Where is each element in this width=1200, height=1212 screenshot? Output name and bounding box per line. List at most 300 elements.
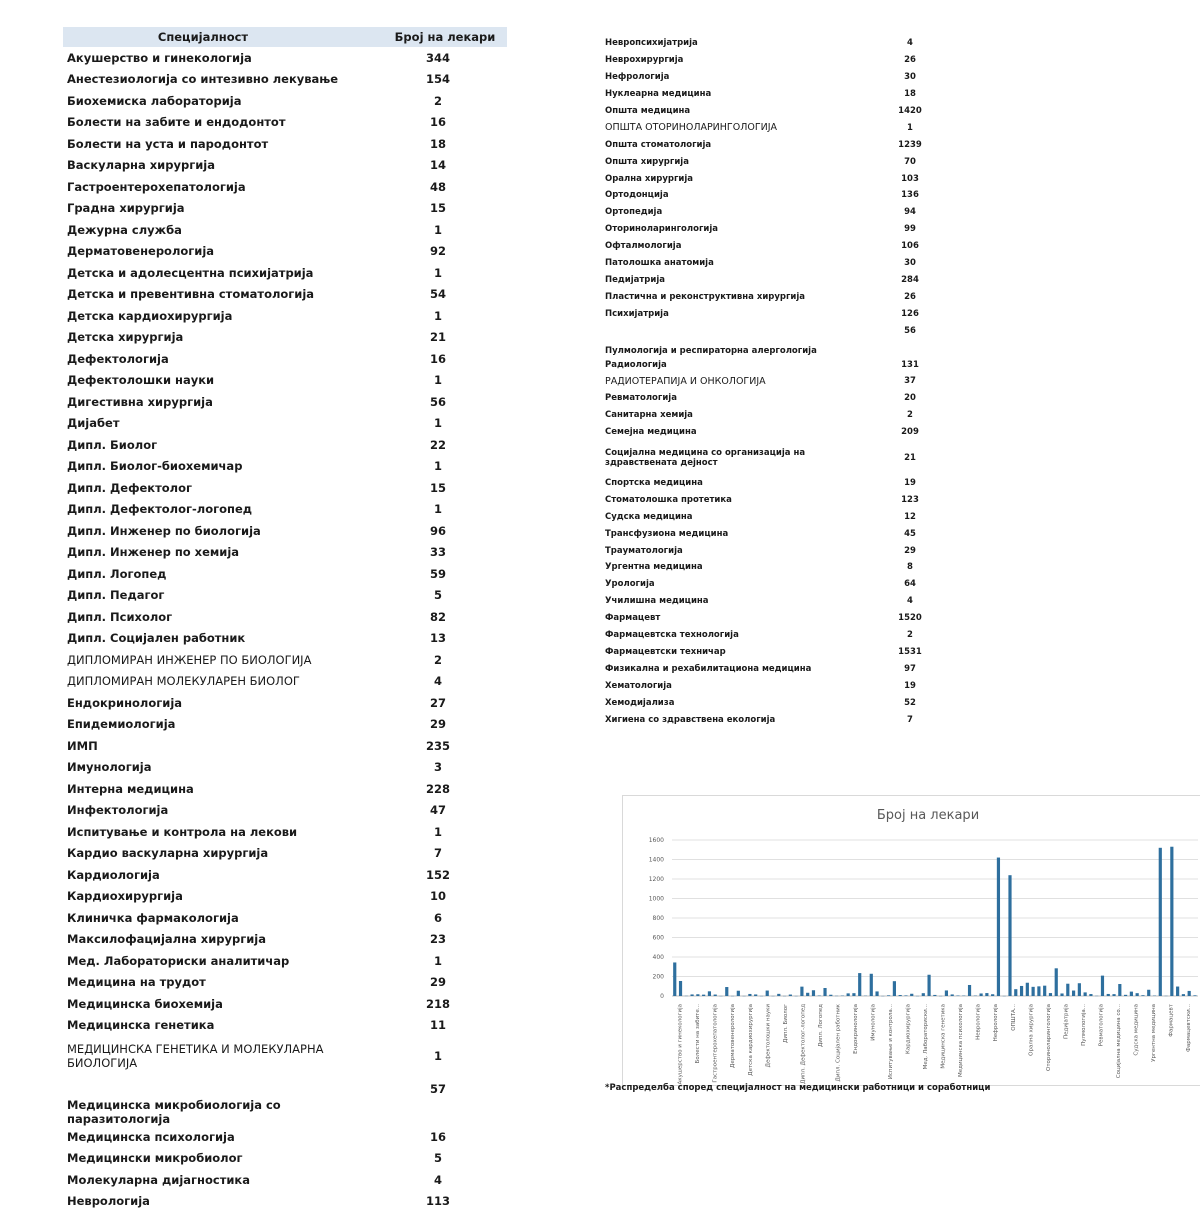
specialty-name: Спортска медицина bbox=[605, 475, 830, 492]
table-row bbox=[605, 508, 950, 525]
doctor-count: 33 bbox=[383, 542, 507, 564]
specialty-name: Ревматологија bbox=[605, 390, 830, 407]
table-row bbox=[63, 1015, 507, 1037]
specialty-name: Гастроентерохепатологија bbox=[63, 176, 383, 198]
doctor-count: 13 bbox=[383, 628, 507, 650]
table-row bbox=[63, 1036, 507, 1076]
table-row bbox=[63, 950, 507, 972]
bar bbox=[1014, 989, 1017, 996]
y-tick-label: 0 bbox=[660, 993, 664, 1000]
y-tick-label: 1200 bbox=[649, 876, 664, 883]
table-row bbox=[605, 305, 950, 322]
specialty-name: Нефрологија bbox=[605, 69, 830, 86]
table-row bbox=[63, 585, 507, 607]
bar bbox=[1176, 987, 1179, 996]
table-row bbox=[63, 47, 507, 69]
bar bbox=[899, 995, 902, 996]
table-row bbox=[605, 677, 950, 694]
x-tick-label: Дерматовенерологија bbox=[730, 1004, 736, 1068]
table-row bbox=[605, 238, 950, 255]
x-tick-label: Медицинска психологија bbox=[958, 1004, 964, 1077]
doctor-count: 70 bbox=[830, 153, 950, 170]
table-row bbox=[605, 694, 950, 711]
specialty-name: Дефектолошки науки bbox=[63, 370, 383, 392]
x-tick-label: Фармацевтски... bbox=[1186, 1004, 1192, 1052]
doctor-count: 123 bbox=[830, 491, 950, 508]
table-row bbox=[605, 644, 950, 661]
bar bbox=[823, 988, 826, 996]
x-tick-label: Орална хирургија bbox=[1028, 1004, 1034, 1056]
specialty-table-left bbox=[63, 27, 507, 1212]
doctor-count: 97 bbox=[830, 660, 950, 677]
table-row bbox=[63, 563, 507, 585]
doctor-count: 1 bbox=[383, 456, 507, 478]
x-tick-label: Имунологија bbox=[871, 1004, 877, 1041]
specialty-name: Фармацевт bbox=[605, 610, 830, 627]
x-tick-label: Акушерство и гинекологија bbox=[678, 1004, 684, 1085]
doctor-count: 1 bbox=[383, 1036, 507, 1076]
specialty-name: Неврохирургија bbox=[605, 52, 830, 69]
table-row bbox=[63, 1169, 507, 1191]
specialty-name: Урологија bbox=[605, 576, 830, 593]
specialty-name: Хигиена со здравствена екологија bbox=[605, 711, 830, 728]
specialty-name: Пулмологија и респираторна алергологија bbox=[605, 322, 830, 356]
table-row bbox=[63, 133, 507, 155]
table-row bbox=[63, 241, 507, 263]
doctor-count: 56 bbox=[383, 391, 507, 413]
doctor-count: 16 bbox=[383, 348, 507, 370]
doctor-count: 21 bbox=[383, 327, 507, 349]
doctor-count: 57 bbox=[383, 1076, 507, 1126]
doctor-count: 15 bbox=[383, 477, 507, 499]
specialty-name: Дипл. Психолог bbox=[63, 606, 383, 628]
specialty-name: Ендокринологија bbox=[63, 692, 383, 714]
table-row bbox=[605, 356, 950, 373]
doctors-bar-chart bbox=[622, 795, 1200, 1087]
specialty-name: Општа стоматологија bbox=[605, 136, 830, 153]
table-row bbox=[605, 52, 950, 69]
specialty-name: ОПШТА ОТОРИНОЛАРИНГОЛОГИЈА bbox=[605, 119, 830, 136]
doctor-count: 30 bbox=[830, 255, 950, 272]
bar bbox=[725, 987, 728, 996]
specialty-name: Биохемиска лабораторија bbox=[63, 90, 383, 112]
table-row bbox=[63, 972, 507, 994]
specialty-name: Детска и превентивна стоматологија bbox=[63, 284, 383, 306]
table-row bbox=[63, 800, 507, 822]
x-tick-label: Неврологија bbox=[976, 1004, 982, 1040]
specialty-name: Невропсихијатрија bbox=[605, 35, 830, 52]
table-row bbox=[63, 176, 507, 198]
doctor-count: 1 bbox=[383, 370, 507, 392]
doctor-count: 113 bbox=[383, 1191, 507, 1212]
bar bbox=[997, 858, 1000, 996]
table-row bbox=[605, 86, 950, 103]
doctor-count: 29 bbox=[830, 542, 950, 559]
doctor-count: 8 bbox=[830, 559, 950, 576]
specialty-name: Педијатрија bbox=[605, 271, 830, 288]
table-row bbox=[605, 153, 950, 170]
bar bbox=[945, 990, 948, 996]
doctor-count: 19 bbox=[830, 475, 950, 492]
bar bbox=[679, 981, 682, 996]
doctor-count: 2 bbox=[830, 627, 950, 644]
bar bbox=[737, 991, 740, 996]
specialty-name: Дефектологија bbox=[63, 348, 383, 370]
specialty-name: Семејна медицина bbox=[605, 424, 830, 441]
specialty-name: Детска и адолесцентна психијатрија bbox=[63, 262, 383, 284]
specialty-name: Дипл. Биолог-биохемичар bbox=[63, 456, 383, 478]
bar bbox=[951, 994, 954, 996]
bar bbox=[1170, 847, 1173, 996]
specialty-name: Трауматологија bbox=[605, 542, 830, 559]
specialty-name: Дипл. Социјален работник bbox=[63, 628, 383, 650]
doctor-count: 82 bbox=[383, 606, 507, 628]
doctor-count: 154 bbox=[383, 69, 507, 91]
x-tick-label: Кардиохирургија bbox=[906, 1004, 912, 1054]
bar bbox=[702, 995, 705, 996]
table-row bbox=[605, 610, 950, 627]
x-tick-label: Социјална медицина со... bbox=[1116, 1004, 1122, 1078]
doctor-count: 54 bbox=[383, 284, 507, 306]
bar bbox=[714, 995, 717, 996]
doctor-count: 152 bbox=[383, 864, 507, 886]
bar bbox=[1112, 994, 1115, 996]
bar bbox=[1037, 986, 1040, 996]
specialty-name: Судска медицина bbox=[605, 508, 830, 525]
table-row bbox=[63, 1191, 507, 1212]
y-tick-label: 600 bbox=[653, 935, 665, 942]
doctor-count: 6 bbox=[383, 907, 507, 929]
header-specialty: Специјалност bbox=[63, 27, 383, 47]
bar bbox=[1107, 994, 1110, 996]
specialty-name: Медицина на трудот bbox=[63, 972, 383, 994]
table-row bbox=[63, 69, 507, 91]
specialty-name: Стоматолошка протетика bbox=[605, 491, 830, 508]
x-tick-label: Дипл. Социјален работник bbox=[835, 1003, 841, 1081]
bar bbox=[1060, 993, 1063, 996]
x-tick-label: Дипл. Логопед bbox=[818, 1004, 824, 1047]
bar bbox=[1193, 995, 1196, 996]
footnote: *Распределба според специјалност на медицински работници и соработници bbox=[605, 1083, 990, 1093]
specialty-name: Фармацевтски техничар bbox=[605, 644, 830, 661]
bar bbox=[673, 962, 676, 996]
specialty-name: Васкуларна хирургија bbox=[63, 155, 383, 177]
specialty-name: Мед. Лабораториски аналитичар bbox=[63, 950, 383, 972]
table-row bbox=[63, 714, 507, 736]
bar bbox=[1020, 986, 1023, 996]
table-row bbox=[63, 886, 507, 908]
doctor-count: 1520 bbox=[830, 610, 950, 627]
bar bbox=[852, 993, 855, 996]
specialty-name: Медицински микробиолог bbox=[63, 1148, 383, 1170]
bar bbox=[690, 994, 693, 996]
doctor-count: 29 bbox=[383, 972, 507, 994]
doctor-count: 131 bbox=[830, 356, 950, 373]
table-row bbox=[63, 477, 507, 499]
doctor-count: 126 bbox=[830, 305, 950, 322]
specialty-name: Дипл. Инженер по биологија bbox=[63, 520, 383, 542]
bar bbox=[1032, 987, 1035, 996]
table-row bbox=[63, 907, 507, 929]
specialty-name: Градна хирургија bbox=[63, 198, 383, 220]
specialty-name: Дипл. Педагог bbox=[63, 585, 383, 607]
bar bbox=[904, 995, 907, 996]
specialty-name: Ургентна медицина bbox=[605, 559, 830, 576]
x-tick-label: Мед. Лабораториски... bbox=[923, 1004, 929, 1070]
doctor-count: 14 bbox=[383, 155, 507, 177]
doctor-count: 103 bbox=[830, 170, 950, 187]
bar bbox=[927, 975, 930, 996]
bar bbox=[968, 985, 971, 996]
specialty-name: Санитарна хемија bbox=[605, 407, 830, 424]
specialty-name: Дипл. Дефектолог bbox=[63, 477, 383, 499]
specialty-name: Имунологија bbox=[63, 757, 383, 779]
table-row bbox=[63, 327, 507, 349]
specialty-name: Испитување и контрола на лекови bbox=[63, 821, 383, 843]
table-row bbox=[605, 475, 950, 492]
doctor-count: 21 bbox=[830, 441, 950, 475]
specialty-name: Пластична и реконструктивна хирургија bbox=[605, 288, 830, 305]
doctor-count: 2 bbox=[830, 407, 950, 424]
bar bbox=[985, 993, 988, 996]
doctor-count: 26 bbox=[830, 288, 950, 305]
specialty-name: Нуклеарна медицина bbox=[605, 86, 830, 103]
specialty-name: ИМП bbox=[63, 735, 383, 757]
table-row bbox=[605, 660, 950, 677]
doctor-count: 59 bbox=[383, 563, 507, 585]
bar bbox=[910, 994, 913, 996]
specialty-name: Патолошка анатомија bbox=[605, 255, 830, 272]
specialty-name: Оториноларингологија bbox=[605, 221, 830, 238]
doctor-count: 4 bbox=[830, 593, 950, 610]
bar bbox=[858, 973, 861, 996]
y-tick-label: 800 bbox=[653, 915, 665, 922]
specialty-name: Анестезиологија со интезивно лекување bbox=[63, 69, 383, 91]
doctor-count: 52 bbox=[830, 694, 950, 711]
specialty-name: ДИПЛОМИРАН ИНЖЕНЕР ПО БИОЛОГИЈА bbox=[63, 649, 383, 671]
table-row bbox=[605, 424, 950, 441]
specialty-name: Дигестивна хирургија bbox=[63, 391, 383, 413]
specialty-name: Ортопедија bbox=[605, 204, 830, 221]
doctor-count: 209 bbox=[830, 424, 950, 441]
doctor-count: 15 bbox=[383, 198, 507, 220]
doctor-count: 47 bbox=[383, 800, 507, 822]
doctor-count: 45 bbox=[830, 525, 950, 542]
y-tick-label: 1000 bbox=[649, 896, 664, 903]
x-tick-label: Педијатрија bbox=[1063, 1004, 1069, 1039]
specialty-name: Дипл. Инженер по хемија bbox=[63, 542, 383, 564]
x-tick-label: Нефрологија bbox=[993, 1004, 999, 1041]
specialty-name: Детска хирургија bbox=[63, 327, 383, 349]
specialty-name: Клиничка фармакологија bbox=[63, 907, 383, 929]
bar bbox=[800, 987, 803, 996]
x-tick-label: Медицинска генетика bbox=[941, 1004, 947, 1069]
specialty-name: Хематологија bbox=[605, 677, 830, 694]
doctor-count: 48 bbox=[383, 176, 507, 198]
bar bbox=[1089, 994, 1092, 996]
bar bbox=[1055, 968, 1058, 996]
specialty-name: Фармацевтска технологија bbox=[605, 627, 830, 644]
doctor-count: 12 bbox=[830, 508, 950, 525]
doctor-count: 1531 bbox=[830, 644, 950, 661]
table-row bbox=[63, 1126, 507, 1148]
specialty-name: ДИПЛОМИРАН МОЛЕКУЛАРЕН БИОЛОГ bbox=[63, 671, 383, 693]
table-row bbox=[63, 649, 507, 671]
table-row bbox=[605, 441, 950, 475]
specialty-name: Акушерство и гинекологија bbox=[63, 47, 383, 69]
bar bbox=[887, 995, 890, 996]
bar bbox=[1072, 991, 1075, 996]
bar bbox=[696, 994, 699, 996]
specialty-name: Детска кардиохирургија bbox=[63, 305, 383, 327]
bar bbox=[1147, 990, 1150, 996]
table-row bbox=[63, 671, 507, 693]
specialty-name: Болести на уста и пародонтот bbox=[63, 133, 383, 155]
table-row bbox=[605, 35, 950, 52]
specialty-name: Болести на забите и ендодонтот bbox=[63, 112, 383, 134]
bar bbox=[1043, 986, 1046, 996]
bar bbox=[933, 995, 936, 996]
bar bbox=[812, 990, 815, 996]
doctor-count: 344 bbox=[383, 47, 507, 69]
doctor-count: 228 bbox=[383, 778, 507, 800]
doctor-count: 1239 bbox=[830, 136, 950, 153]
bar bbox=[1118, 984, 1121, 996]
table-row bbox=[605, 103, 950, 120]
doctor-count: 94 bbox=[830, 204, 950, 221]
table-row bbox=[605, 187, 950, 204]
doctor-count: 2 bbox=[383, 649, 507, 671]
table-row bbox=[63, 305, 507, 327]
table-row bbox=[605, 204, 950, 221]
doctor-count: 16 bbox=[383, 1126, 507, 1148]
bar bbox=[991, 994, 994, 996]
table-row bbox=[605, 136, 950, 153]
doctor-count: 1 bbox=[383, 262, 507, 284]
doctor-count: 22 bbox=[383, 434, 507, 456]
x-tick-label: Дипл. Биолог bbox=[783, 1004, 789, 1043]
y-tick-label: 1400 bbox=[649, 857, 664, 864]
specialty-name: Дерматовенерологија bbox=[63, 241, 383, 263]
table-row bbox=[605, 271, 950, 288]
table-row bbox=[63, 112, 507, 134]
x-tick-label: Ургентна медицина bbox=[1151, 1004, 1157, 1062]
doctor-count: 64 bbox=[830, 576, 950, 593]
specialty-name: Кардиохирургија bbox=[63, 886, 383, 908]
table-row bbox=[63, 370, 507, 392]
table-row bbox=[605, 390, 950, 407]
x-tick-label: Дипл. Дефектолог-логопед bbox=[800, 1004, 806, 1084]
table-row bbox=[605, 288, 950, 305]
y-tick-label: 200 bbox=[653, 974, 665, 981]
bar bbox=[806, 993, 809, 996]
doctor-count: 26 bbox=[830, 52, 950, 69]
doctor-count: 1 bbox=[383, 305, 507, 327]
specialty-name: Медицинска микробиологија со паразитологија bbox=[63, 1076, 383, 1126]
table-row bbox=[605, 559, 950, 576]
table-row bbox=[605, 373, 950, 390]
bar bbox=[1182, 994, 1185, 996]
bar bbox=[980, 993, 983, 996]
bar bbox=[1101, 976, 1104, 996]
specialty-name: Инфектологија bbox=[63, 800, 383, 822]
table-row bbox=[63, 757, 507, 779]
table-row bbox=[63, 155, 507, 177]
bar bbox=[875, 991, 878, 996]
specialty-name: Молекуларна дијагностика bbox=[63, 1169, 383, 1191]
doctor-count: 3 bbox=[383, 757, 507, 779]
doctor-count: 7 bbox=[383, 843, 507, 865]
bar bbox=[1124, 995, 1127, 996]
bar bbox=[1008, 875, 1011, 996]
doctor-count: 4 bbox=[383, 671, 507, 693]
x-tick-label: Болести на забите... bbox=[695, 1004, 701, 1064]
doctor-count: 18 bbox=[383, 133, 507, 155]
specialty-name: Дежурна служба bbox=[63, 219, 383, 241]
specialty-name: Медицинска биохемија bbox=[63, 993, 383, 1015]
table-row bbox=[63, 821, 507, 843]
bar bbox=[708, 991, 711, 996]
specialty-name: РАДИОТЕРАПИЈА И ОНКОЛОГИЈА bbox=[605, 373, 830, 390]
y-tick-label: 1600 bbox=[649, 837, 664, 844]
doctor-count: 1 bbox=[383, 950, 507, 972]
bar bbox=[870, 974, 873, 996]
table-row bbox=[63, 692, 507, 714]
bar bbox=[1084, 992, 1087, 996]
doctor-count: 235 bbox=[383, 735, 507, 757]
specialty-name: Медицинска психологија bbox=[63, 1126, 383, 1148]
specialty-name: Ортодонција bbox=[605, 187, 830, 204]
specialty-name: Физикална и рехабилитациона медицина bbox=[605, 660, 830, 677]
table-row bbox=[63, 993, 507, 1015]
specialty-name: Хемодијализа bbox=[605, 694, 830, 711]
table-row bbox=[63, 434, 507, 456]
doctor-count: 30 bbox=[830, 69, 950, 86]
table-row bbox=[63, 198, 507, 220]
x-tick-label: Гастроентерохепатологија bbox=[713, 1004, 719, 1083]
doctor-count: 1 bbox=[383, 413, 507, 435]
x-tick-label: Судска медицина bbox=[1134, 1004, 1140, 1056]
specialty-name: Дијабет bbox=[63, 413, 383, 435]
bar bbox=[1026, 983, 1029, 996]
specialty-name: Кардиологија bbox=[63, 864, 383, 886]
table-row bbox=[605, 576, 950, 593]
table-row bbox=[63, 499, 507, 521]
table-row bbox=[605, 711, 950, 728]
y-tick-label: 400 bbox=[653, 954, 665, 961]
bar bbox=[748, 994, 751, 996]
bar bbox=[1136, 993, 1139, 996]
table-row bbox=[605, 593, 950, 610]
doctor-count: 96 bbox=[383, 520, 507, 542]
x-tick-label: Детска кардиохирургија bbox=[748, 1004, 754, 1076]
doctor-count: 29 bbox=[383, 714, 507, 736]
doctor-count: 1 bbox=[383, 821, 507, 843]
doctor-count: 27 bbox=[383, 692, 507, 714]
bar bbox=[893, 981, 896, 996]
x-tick-label: Оториноларингологија bbox=[1046, 1004, 1052, 1071]
specialty-name: Кардио васкуларна хирургија bbox=[63, 843, 383, 865]
bar bbox=[1130, 992, 1133, 996]
specialty-name: МЕДИЦИНСКА ГЕНЕТИКА И МОЛЕКУЛАРНА БИОЛОГИЈА bbox=[63, 1036, 383, 1076]
specialty-name: Офталмологија bbox=[605, 238, 830, 255]
doctor-count: 23 bbox=[383, 929, 507, 951]
bar bbox=[922, 993, 925, 996]
doctor-count: 4 bbox=[383, 1169, 507, 1191]
bar bbox=[754, 994, 757, 996]
specialty-name: Општа медицина bbox=[605, 103, 830, 120]
doctor-count: 37 bbox=[830, 373, 950, 390]
